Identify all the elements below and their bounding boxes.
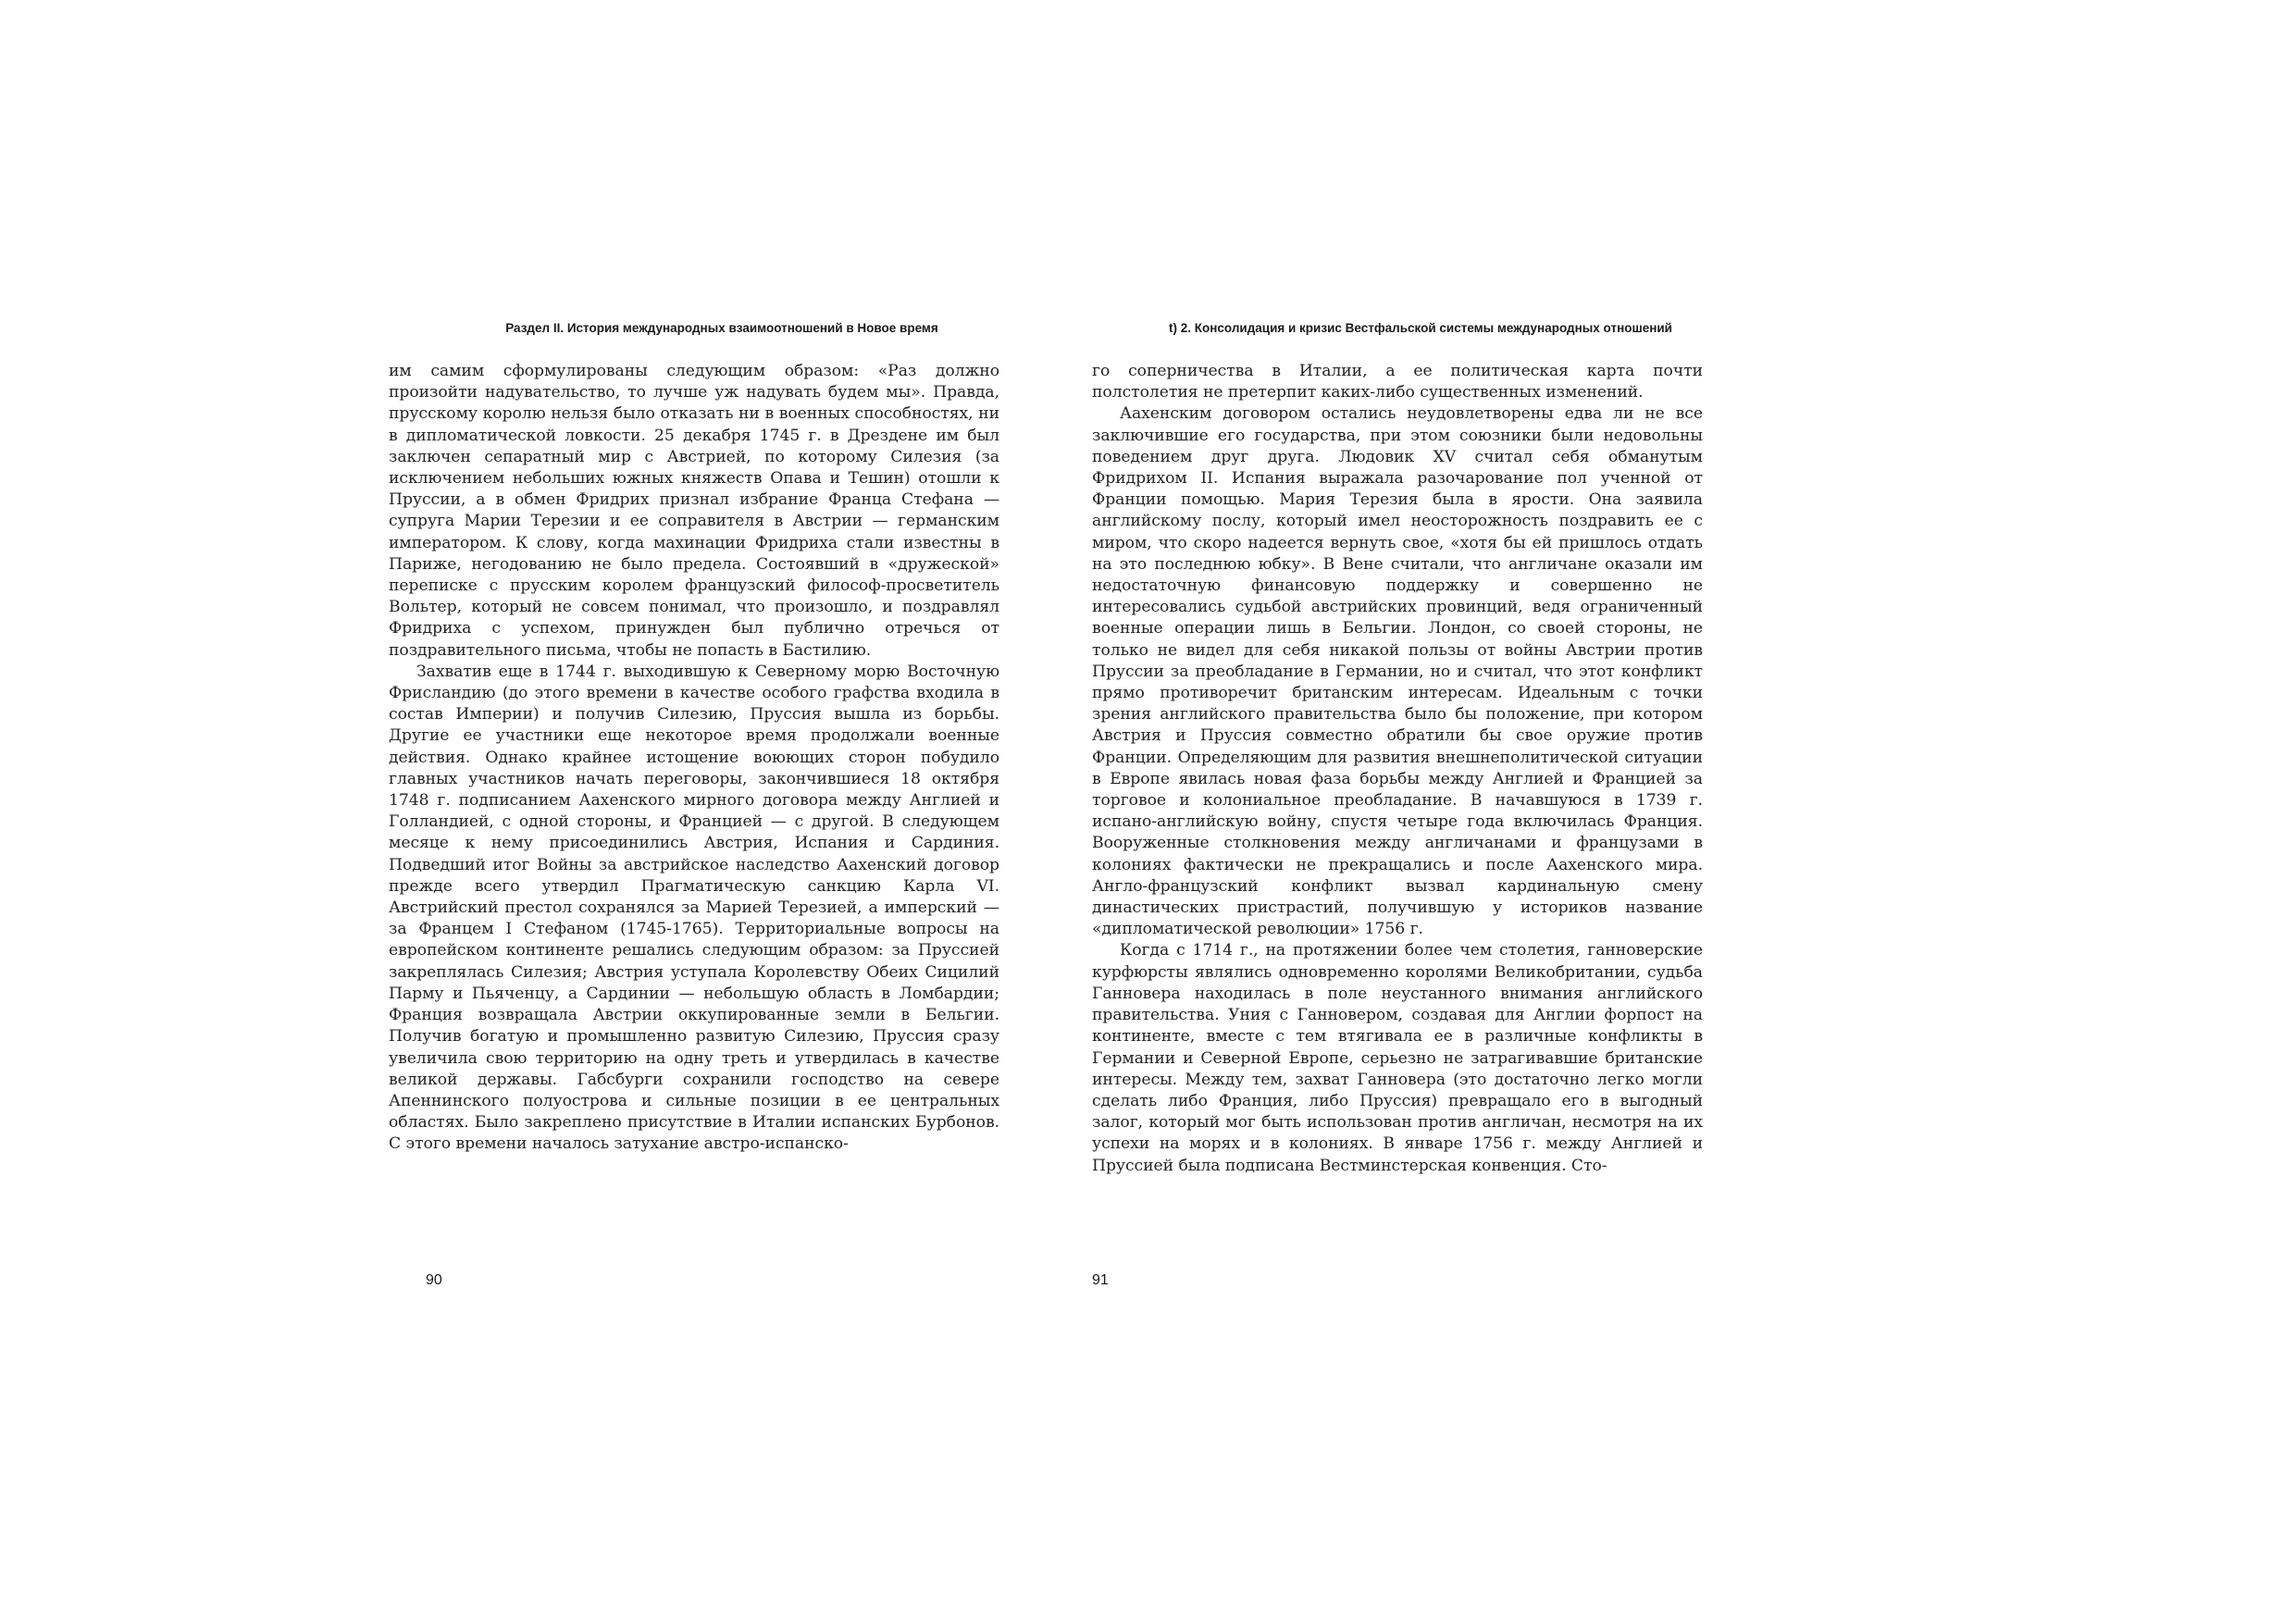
running-head-left: Раздел II. История международных взаимоотношений в Новое время	[505, 321, 938, 335]
right-page	[1092, 315, 1740, 1288]
paragraph: Захватив еще в 1744 г. выходившую к Северному морю Восточную Фрисландию (до этого времени в качестве особого графства входила в состав Империи) и получив Силезию, Пруссия вышла из борьбы. Другие ее участники еще некоторое время продолжали военные действия. Однако крайнее истощение воюющих сторон побудило главных участников начать переговоры, закончившиеся 18 октября 1748 г. подписанием Аахенского мирного договора между Англией и Голландией, с одной стороны, и Францией — с другой. В следующем месяце к нему присоединились Австрия, Испания и Сардиния. Подведший итог Войны за австрийское наследство Аахенский договор прежде всего утвердил Прагматическую санкцию Карла VI. Австрийский престол сохранялся за Марией Терезией, а имперский — за Францем I Стефаном (1745-1765). Территориальные вопросы на европейском континенте решались следующим образом: за Пруссией закреплялась Силезия; Австрия уступала Королевству Обеих Сицилий Парму и Пьяченцу, а Сардинии — небольшую область в Ломбардии; Франция возвращала Австрии оккупированные земли в Бельгии. Получив богатую и промышленно развитую Силезию, Пруссия сразу увеличила свою территорию на одну треть и утвердилась в качестве великой державы. Габсбурги сохранили господство на севере Апеннинского полуострова и сильные позиции в ее центральных областях. Было закреплено присутствие в Италии испанских Бурбонов. С этого времени началось затухание австро-испанско-	[389, 662, 999, 1154]
paragraph: го соперничества в Италии, а ее политическая карта почти полстолетия не претерпит каких-либо существенных изменений.	[1092, 362, 1703, 403]
paragraph: Когда с 1714 г., на протяжении более чем столетия, ганноверские курфюрсты являлись одновременно королями Великобритании, судьба Ганновера находилась в поле неустанного внимания английского правительства. Уния с Ганновером, создавая для Англии форпост на континенте, вместе с тем втягивала ее в различные конфликты в Германии и Северной Европе, серьезно не затрагивавшие британские интересы. Между тем, захват Ганновера (это достаточно легко могли сделать либо Франция, либо Пруссия) превращало его в выгодный залог, который мог быть использован против англичан, несмотря на их успехи на морях и в колониях. В январе 1756 г. между Англией и Пруссией была подписана Вестминстерская конвенция. Сто-	[1092, 941, 1703, 1175]
body-text-right	[1092, 361, 1703, 1177]
body-text-left	[389, 361, 999, 1156]
page-number-left: 90	[426, 1272, 442, 1288]
paragraph: Аахенским договором остались неудовлетворены едва ли не все заключившие его государства, при этом союзники были недовольны поведением друг друга. Людовик XV считал себя обманутым Фридрихом II. Испания выражала разочарование пол ученной от Франции помощью. Мария Терезия была в ярости. Она заявила английскому послу, который имел неосторожность поздравить ее с миром, что скоро надеется вернуть свое, «хотя бы ей пришлось отдать на это последнюю юбку». В Вене считали, что англичане оказали им недостаточную финансовую поддержку и совершенно не интересовались судьбой австрийских провинций, ведя ограниченный военные операции лишь в Бельгии. Лондон, со своей стороны, не только не видел для себя никакой пользы от войны Австрии против Пруссии за преобладание в Германии, но и считал, что этот конфликт прямо противоречит британским интересам. Идеальным с точки зрения английского правительства было бы положение, при котором Австрия и Пруссия совместно обратили бы свое оружие против Франции. Определяющим для развития внешнеполитической ситуации в Европе явилась новая фаза борьбы между Англией и Францией за торговое и колониальное преобладание. В начавшуюся в 1739 г. испано-английскую войну, спустя четыре года включилась Франция. Вооруженные столкновения между англичанами и французами в колониях фактически не прекращались и после Аахенского мира. Англо-французский конфликт вызвал кардинальную смену династических пристрастий, получившую у историков название «дипломатической революции» 1756 г.	[1092, 404, 1703, 939]
paragraph: им самим сформулированы следующим образом: «Раз должно произойти надувательство, то лучше уж надувать будем мы». Правда, прусскому королю нельзя было отказать ни в военных способностях, ни в дипломатической ловкости. 25 декабря 1745 г. в Дрездене им был заключен сепаратный мир с Австрией, по которому Силезия (за исключением небольших южных княжеств Опава и Тешин) отошли к Пруссии, а в обмен Фридрих признал избрание Франца Стефана — супруга Марии Терезии и ее соправителя в Австрии — германским императором. К слову, когда махинации Фридриха стали известны в Париже, негодованию не было предела. Состоявший в «дружеской» переписке с прусским королем французский философ-просветитель Вольтер, который не совсем понимал, что произошло, и поздравлял Фридриха с успехом, принужден был публично отречься от поздравительного письма, чтобы не попасть в Бастилию.	[389, 362, 999, 660]
page-number-right: 91	[1092, 1272, 1109, 1288]
left-page	[389, 315, 1036, 1288]
running-head-right: t) 2. Консолидация и кризис Вестфальской системы международных отношений	[1169, 321, 1672, 335]
